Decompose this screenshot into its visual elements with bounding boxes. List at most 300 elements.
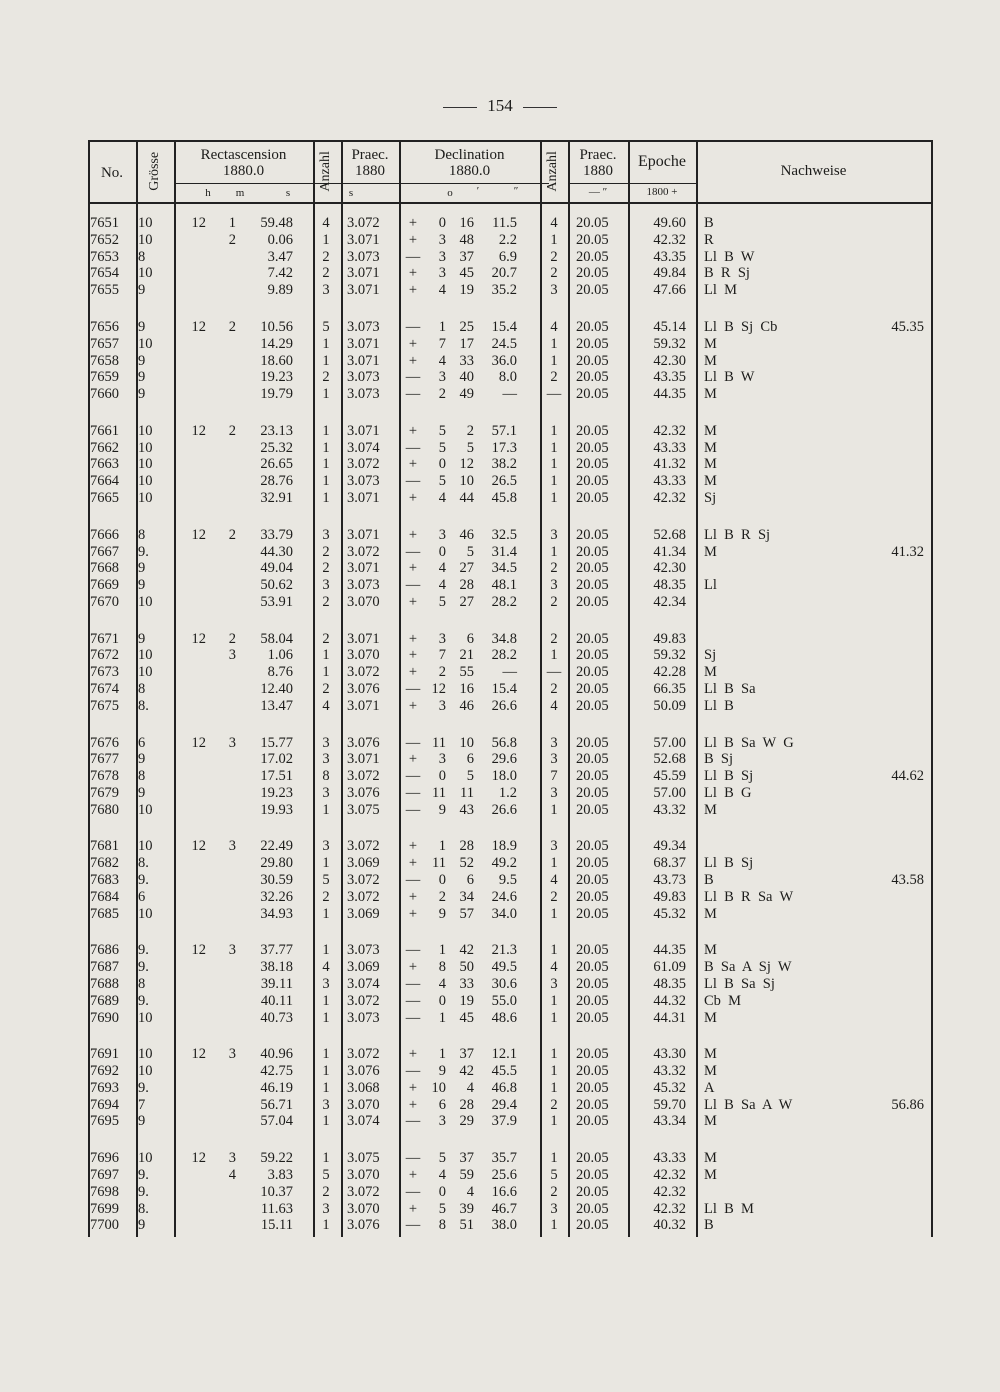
cell-praec2: 20.05	[576, 352, 609, 369]
cell-dec-sec: 18.9	[491, 838, 517, 855]
cell-nachweise: Ll	[704, 577, 717, 594]
cell-praec2: 20.05	[576, 905, 609, 922]
cell-praec1: 3.071	[347, 282, 380, 299]
cell-groesse: 8	[138, 681, 146, 697]
cell-praec2: 20.05	[576, 282, 609, 299]
cell-praec1: 3.075	[347, 1150, 380, 1167]
cell-dec-min: 29	[459, 1113, 474, 1130]
cell-dec-min: 33	[459, 975, 474, 992]
cell-dec-deg: 11	[432, 855, 446, 872]
cell-dec-sign: —	[405, 872, 421, 888]
cell-dec-sec: 46.7	[491, 1200, 517, 1217]
cell-dec-deg: 4	[438, 975, 446, 992]
cell-praec1: 3.072	[347, 664, 380, 681]
cell-dec-sign: —	[405, 734, 421, 751]
cell-praec1: 3.072	[347, 888, 380, 905]
cell-praec1: 3.076	[347, 681, 380, 697]
cell-ra-s: 15.77	[260, 734, 293, 751]
cell-ra-s: 23.13	[260, 422, 293, 439]
cell-ra-s: 32.26	[260, 888, 293, 905]
cell-dec-sec: 15.4	[491, 318, 517, 335]
cell-ra-s: 19.93	[260, 801, 293, 818]
cell-ra-m: 2	[228, 630, 236, 647]
cell-groesse: 10	[138, 473, 153, 490]
cell-no: 7655	[90, 282, 119, 299]
cell-ra-s: 33.79	[260, 526, 293, 543]
cell-dec-sec: 24.6	[491, 888, 517, 905]
cell-anzahl2: 5	[550, 1166, 558, 1183]
cell-nachweise: Ll B Sa Sj	[704, 975, 775, 992]
cell-dec-min: 11	[460, 784, 474, 801]
cell-dec-sign: —	[405, 439, 421, 456]
cell-dec-sec: 35.2	[491, 282, 517, 299]
cell-nachweise: Ll B Sa A W	[704, 1096, 793, 1113]
cell-ra-s: 18.60	[260, 352, 293, 369]
cell-anzahl1: 1	[322, 664, 330, 681]
cell-praec1: 3.076	[347, 1063, 380, 1079]
cell-dec-sign: —	[405, 577, 421, 594]
cell-dec-deg: 5	[438, 473, 446, 490]
cell-praec1: 3.071	[347, 751, 380, 768]
cell-anzahl2: 1	[550, 905, 558, 922]
cell-anzahl1: 1	[322, 942, 330, 959]
header-praec1-year: 1880	[355, 163, 385, 179]
cell-groesse: 8	[138, 526, 146, 543]
cell-praec2: 20.05	[576, 422, 609, 439]
cell-dec-sign: —	[405, 1183, 421, 1200]
cell-dec-deg: 3	[438, 369, 446, 386]
cell-nachweise: B	[704, 215, 714, 231]
cell-praec2: 20.05	[576, 734, 609, 751]
cell-anzahl1: 1	[322, 647, 330, 664]
cell-praec1: 3.069	[347, 905, 380, 922]
cell-dec-deg: 7	[438, 335, 446, 352]
cell-epoche: 43.33	[653, 439, 686, 456]
cell-praec1: 3.072	[347, 456, 380, 473]
col-rule-anzahl2	[568, 140, 570, 1237]
cell-anzahl1: 1	[322, 1063, 330, 1079]
cell-nachweise: B Sj	[704, 751, 734, 768]
header-ra-title: Rectascension	[200, 147, 287, 163]
cell-praec2: 20.05	[576, 872, 609, 888]
cell-anzahl1: 2	[322, 681, 330, 697]
cell-epoche: 42.32	[653, 231, 686, 248]
cell-dec-sec: 21.3	[491, 942, 517, 959]
cell-praec2: 20.05	[576, 386, 609, 403]
cell-dec-sign: +	[408, 664, 418, 681]
header-dec-sec: ″	[513, 185, 519, 197]
cell-dec-deg: 0	[438, 215, 446, 231]
cell-dec-sec: 38.0	[491, 1217, 517, 1234]
cell-dec-min: 4	[466, 1079, 474, 1096]
cell-groesse: 7	[138, 1096, 146, 1113]
cell-dec-deg: 8	[438, 959, 446, 976]
cell-anzahl1: 2	[322, 630, 330, 647]
cell-epoche: 42.28	[653, 664, 686, 681]
cell-ra-s: 7.42	[267, 265, 293, 282]
cell-anzahl2: 1	[550, 942, 558, 959]
cell-nachweise: B Sa A Sj W	[704, 959, 792, 976]
cell-dec-sign: —	[405, 369, 421, 386]
cell-dec-sign: +	[408, 526, 418, 543]
cell-nachweise: B	[704, 872, 714, 888]
cell-dec-deg: 0	[438, 768, 446, 785]
cell-anzahl1: 1	[322, 855, 330, 872]
cell-anzahl2: 1	[550, 801, 558, 818]
cell-dec-sec: 24.5	[491, 335, 517, 352]
cell-anzahl1: 5	[322, 872, 330, 888]
cell-dec-deg: 0	[438, 1183, 446, 1200]
cell-praec1: 3.073	[347, 318, 380, 335]
cell-groesse: 9	[138, 751, 146, 768]
cell-dec-sign: —	[405, 1009, 421, 1026]
cell-epoche: 41.32	[653, 456, 686, 473]
cell-dec-min: 17	[459, 335, 474, 352]
cell-dec-sec: 11.5	[492, 215, 517, 231]
cell-nachweise: Ll B M	[704, 1200, 754, 1217]
cell-ra-s: 29.80	[260, 855, 293, 872]
cell-anzahl1: 3	[322, 1200, 330, 1217]
cell-praec2: 20.05	[576, 801, 609, 818]
cell-dec-sec: 45.5	[491, 1063, 517, 1079]
cell-dec-deg: 11	[432, 734, 446, 751]
cell-nachweise: Sj	[704, 490, 717, 506]
cell-epoche: 45.32	[653, 905, 686, 922]
cell-no: 7679	[90, 784, 119, 801]
cell-nachweise: M	[704, 1063, 717, 1079]
cell-praec2: 20.05	[576, 855, 609, 872]
cell-anzahl2: 1	[550, 352, 558, 369]
cell-dec-min: 39	[459, 1200, 474, 1217]
cell-epoche: 42.30	[653, 560, 686, 577]
cell-no: 7672	[90, 647, 119, 664]
cell-no: 7669	[90, 577, 119, 594]
cell-dec-sec: 20.7	[491, 265, 517, 282]
cell-dec-sign: +	[408, 265, 418, 282]
cell-praec1: 3.072	[347, 543, 380, 560]
catalogue-table	[88, 140, 933, 1237]
cell-nachweise: Ll B Sj Cb	[704, 318, 778, 335]
cell-dec-sec: 35.7	[491, 1150, 517, 1167]
header-anzahl2: Anzahl	[545, 151, 561, 192]
cell-dec-deg: 10	[431, 1079, 446, 1096]
cell-ra-s: 38.18	[260, 959, 293, 976]
cell-anzahl1: 8	[322, 768, 330, 785]
cell-no: 7686	[90, 942, 119, 959]
cell-nachweise: R	[704, 231, 714, 248]
cell-dec-sign: +	[408, 560, 418, 577]
cell-groesse: 6	[138, 888, 146, 905]
cell-anzahl2: 2	[550, 248, 558, 265]
cell-anzahl1: 1	[322, 1079, 330, 1096]
cell-dec-min: 21	[459, 647, 474, 664]
cell-ra-m: 3	[228, 942, 236, 959]
cell-groesse: 9.	[138, 1079, 149, 1096]
cell-dec-sec: 46.8	[491, 1079, 517, 1096]
cell-praec1: 3.071	[347, 630, 380, 647]
header-epoche-title: Epoche	[638, 153, 686, 170]
cell-dec-sec: 28.2	[491, 647, 517, 664]
cell-dec-min: 37	[459, 248, 474, 265]
cell-dec-min: 49	[459, 386, 474, 403]
cell-ra-s: 39.11	[260, 975, 293, 992]
header-anzahl1: Anzahl	[318, 151, 334, 192]
cell-epoche: 42.30	[653, 352, 686, 369]
cell-dec-min: 34	[459, 888, 474, 905]
cell-dec-deg: 1	[438, 318, 446, 335]
cell-dec-min: 19	[459, 282, 474, 299]
cell-anzahl2: 1	[550, 1009, 558, 1026]
cell-no: 7659	[90, 369, 119, 386]
cell-anzahl1: 1	[322, 1150, 330, 1167]
cell-no: 7663	[90, 456, 119, 473]
cell-praec2: 20.05	[576, 560, 609, 577]
cell-dec-min: 12	[459, 456, 474, 473]
cell-praec2: 20.05	[576, 697, 609, 714]
cell-dec-min: 27	[459, 560, 474, 577]
cell-praec2: 20.05	[576, 959, 609, 976]
cell-anzahl2: 2	[550, 369, 558, 386]
cell-nachweise: M	[704, 1113, 717, 1130]
cell-praec2: 20.05	[576, 1200, 609, 1217]
cell-anzahl2: 1	[550, 1150, 558, 1167]
cell-groesse: 9.	[138, 1166, 149, 1183]
cell-dec-min: 51	[459, 1217, 474, 1234]
cell-epoche: 43.34	[653, 1113, 686, 1130]
cell-anzahl2: 1	[550, 456, 558, 473]
cell-nachweise: M	[704, 942, 717, 959]
cell-ra-m: 2	[228, 422, 236, 439]
cell-dec-min: 33	[459, 352, 474, 369]
cell-epoche: 61.09	[653, 959, 686, 976]
cell-groesse: 9.	[138, 942, 149, 959]
cell-ra-h: 12	[191, 422, 206, 439]
cell-praec1: 3.074	[347, 439, 380, 456]
cell-praec2: 20.05	[576, 456, 609, 473]
cell-groesse: 9	[138, 630, 146, 647]
cell-ra-s: 58.04	[260, 630, 293, 647]
cell-groesse: 10	[138, 905, 153, 922]
cell-praec2: 20.05	[576, 543, 609, 560]
cell-anzahl2: 1	[550, 992, 558, 1009]
cell-anzahl2: 3	[550, 784, 558, 801]
cell-dec-sign: +	[408, 751, 418, 768]
cell-dec-sec: 48.1	[491, 577, 517, 594]
cell-dec-deg: 2	[438, 888, 446, 905]
cell-dec-sign: +	[408, 905, 418, 922]
cell-anzahl1: 1	[322, 801, 330, 818]
cell-dec-sec: 34.5	[491, 560, 517, 577]
cell-praec1: 3.068	[347, 1079, 380, 1096]
cell-ra-s: 10.37	[260, 1183, 293, 1200]
cell-anzahl1: 3	[322, 751, 330, 768]
cell-anzahl2: 3	[550, 751, 558, 768]
header-epoche-base: 1800 +	[646, 186, 678, 198]
cell-no: 7694	[90, 1096, 119, 1113]
cell-no: 7684	[90, 888, 119, 905]
header-nachweise: Nachweise	[780, 163, 847, 179]
cell-no: 7675	[90, 697, 119, 714]
cell-dec-min: 16	[459, 215, 474, 231]
cell-dec-min: 27	[459, 593, 474, 610]
cell-dec-sign: —	[405, 386, 421, 403]
cell-ra-s: 28.76	[260, 473, 293, 490]
cell-anzahl2: 2	[550, 1096, 558, 1113]
cell-epoche: 49.83	[653, 630, 686, 647]
cell-extra: 56.86	[891, 1096, 924, 1113]
cell-epoche: 68.37	[653, 855, 686, 872]
cell-dec-deg: 1	[438, 1009, 446, 1026]
cell-anzahl1: 3	[322, 1096, 330, 1113]
cell-nachweise: M	[704, 1009, 717, 1026]
cell-nachweise: M	[704, 1166, 717, 1183]
cell-epoche: 50.09	[653, 697, 686, 714]
cell-no: 7678	[90, 768, 119, 785]
cell-anzahl2: 1	[550, 855, 558, 872]
cell-anzahl1: 3	[322, 784, 330, 801]
cell-ra-s: 14.29	[260, 335, 293, 352]
page-number-text: 154	[487, 96, 513, 115]
cell-anzahl2: 1	[550, 543, 558, 560]
cell-dec-deg: 5	[438, 1200, 446, 1217]
cell-groesse: 10	[138, 1150, 153, 1167]
cell-nachweise: M	[704, 335, 717, 352]
cell-epoche: 42.32	[653, 422, 686, 439]
cell-praec2: 20.05	[576, 768, 609, 785]
cell-dec-sec: 17.3	[491, 439, 517, 456]
cell-dec-sec: 15.4	[491, 681, 517, 697]
cell-ra-s: 11.63	[260, 1200, 293, 1217]
cell-ra-s: 13.47	[260, 697, 293, 714]
cell-dec-deg: 5	[438, 593, 446, 610]
cell-epoche: 40.32	[653, 1217, 686, 1234]
cell-groesse: 9	[138, 386, 146, 403]
cell-dec-sign: —	[405, 318, 421, 335]
cell-dec-sec: 56.8	[491, 734, 517, 751]
cell-praec1: 3.071	[347, 422, 380, 439]
table-header-rule	[88, 202, 933, 204]
cell-groesse: 8	[138, 975, 146, 992]
cell-dec-min: 10	[459, 734, 474, 751]
cell-dec-deg: 4	[438, 490, 446, 506]
cell-epoche: 43.33	[653, 473, 686, 490]
cell-dec-sign: +	[408, 630, 418, 647]
cell-epoche: 43.32	[653, 1063, 686, 1079]
cell-praec1: 3.071	[347, 335, 380, 352]
cell-dec-min: 43	[459, 801, 474, 818]
cell-nachweise: Cb M	[704, 992, 742, 1009]
cell-no: 7696	[90, 1150, 119, 1167]
page-number-dash-right	[523, 107, 557, 108]
col-rule-groesse	[174, 140, 176, 1237]
cell-anzahl2: 1	[550, 1217, 558, 1234]
cell-dec-sign: —	[405, 248, 421, 265]
cell-dec-sign: +	[408, 1166, 418, 1183]
cell-dec-sign: +	[408, 888, 418, 905]
cell-dec-deg: 5	[438, 1150, 446, 1167]
col-rule-epoche	[696, 140, 698, 1237]
cell-dec-min: 45	[459, 265, 474, 282]
cell-nachweise: Ll B Sj	[704, 855, 754, 872]
header-praec1-title: Praec.	[351, 147, 389, 163]
cell-epoche: 59.70	[653, 1096, 686, 1113]
cell-epoche: 43.73	[653, 872, 686, 888]
cell-extra: 44.62	[891, 768, 924, 785]
col-rule-praec1	[399, 140, 401, 1237]
cell-groesse: 10	[138, 231, 153, 248]
cell-dec-min: 5	[466, 439, 474, 456]
cell-nachweise: Ll B	[704, 697, 734, 714]
cell-no: 7690	[90, 1009, 119, 1026]
cell-praec1: 3.072	[347, 872, 380, 888]
cell-nachweise: Ll B Sj	[704, 768, 754, 785]
cell-praec2: 20.05	[576, 335, 609, 352]
cell-groesse: 10	[138, 1009, 153, 1026]
cell-epoche: 59.32	[653, 335, 686, 352]
cell-epoche: 43.32	[653, 801, 686, 818]
cell-dec-min: 50	[459, 959, 474, 976]
cell-anzahl1: 3	[322, 975, 330, 992]
cell-anzahl1: 2	[322, 369, 330, 386]
cell-anzahl2: 1	[550, 490, 558, 506]
cell-no: 7674	[90, 681, 119, 697]
cell-nachweise: M	[704, 439, 717, 456]
cell-praec1: 3.070	[347, 593, 380, 610]
cell-dec-deg: 3	[438, 231, 446, 248]
cell-praec1: 3.071	[347, 352, 380, 369]
cell-praec1: 3.076	[347, 1217, 380, 1234]
cell-nachweise: M	[704, 1150, 717, 1167]
cell-ra-s: 17.02	[260, 751, 293, 768]
cell-ra-m: 3	[228, 838, 236, 855]
cell-dec-sec: 49.5	[491, 959, 517, 976]
cell-no: 7656	[90, 318, 119, 335]
cell-dec-sec: 16.6	[491, 1183, 517, 1200]
cell-dec-min: 5	[466, 768, 474, 785]
cell-anzahl1: 1	[322, 473, 330, 490]
cell-praec2: 20.05	[576, 1046, 609, 1063]
cell-anzahl1: 2	[322, 593, 330, 610]
cell-praec1: 3.075	[347, 801, 380, 818]
cell-epoche: 42.32	[653, 1183, 686, 1200]
cell-groesse: 9	[138, 1113, 146, 1130]
cell-praec2: 20.05	[576, 439, 609, 456]
cell-groesse: 10	[138, 664, 153, 681]
cell-groesse: 9	[138, 577, 146, 594]
cell-anzahl2: 1	[550, 1063, 558, 1079]
cell-dec-sign: +	[408, 959, 418, 976]
cell-dec-deg: 3	[438, 265, 446, 282]
cell-dec-sec: 36.0	[491, 352, 517, 369]
header-groesse: Grösse	[147, 151, 163, 191]
cell-no: 7661	[90, 422, 119, 439]
cell-dec-sign: +	[408, 1096, 418, 1113]
cell-dec-min: 28	[459, 1096, 474, 1113]
cell-anzahl1: 4	[322, 215, 330, 231]
cell-dec-sec: 29.6	[491, 751, 517, 768]
cell-praec1: 3.073	[347, 369, 380, 386]
cell-dec-sign: +	[408, 282, 418, 299]
cell-praec2: 20.05	[576, 888, 609, 905]
cell-praec2: 20.05	[576, 215, 609, 231]
cell-praec2: 20.05	[576, 992, 609, 1009]
table-right-border	[931, 140, 933, 1237]
cell-groesse: 9	[138, 560, 146, 577]
cell-dec-min: 4	[466, 1183, 474, 1200]
cell-nachweise: M	[704, 422, 717, 439]
cell-anzahl2: 2	[550, 265, 558, 282]
cell-extra: 43.58	[891, 872, 924, 888]
